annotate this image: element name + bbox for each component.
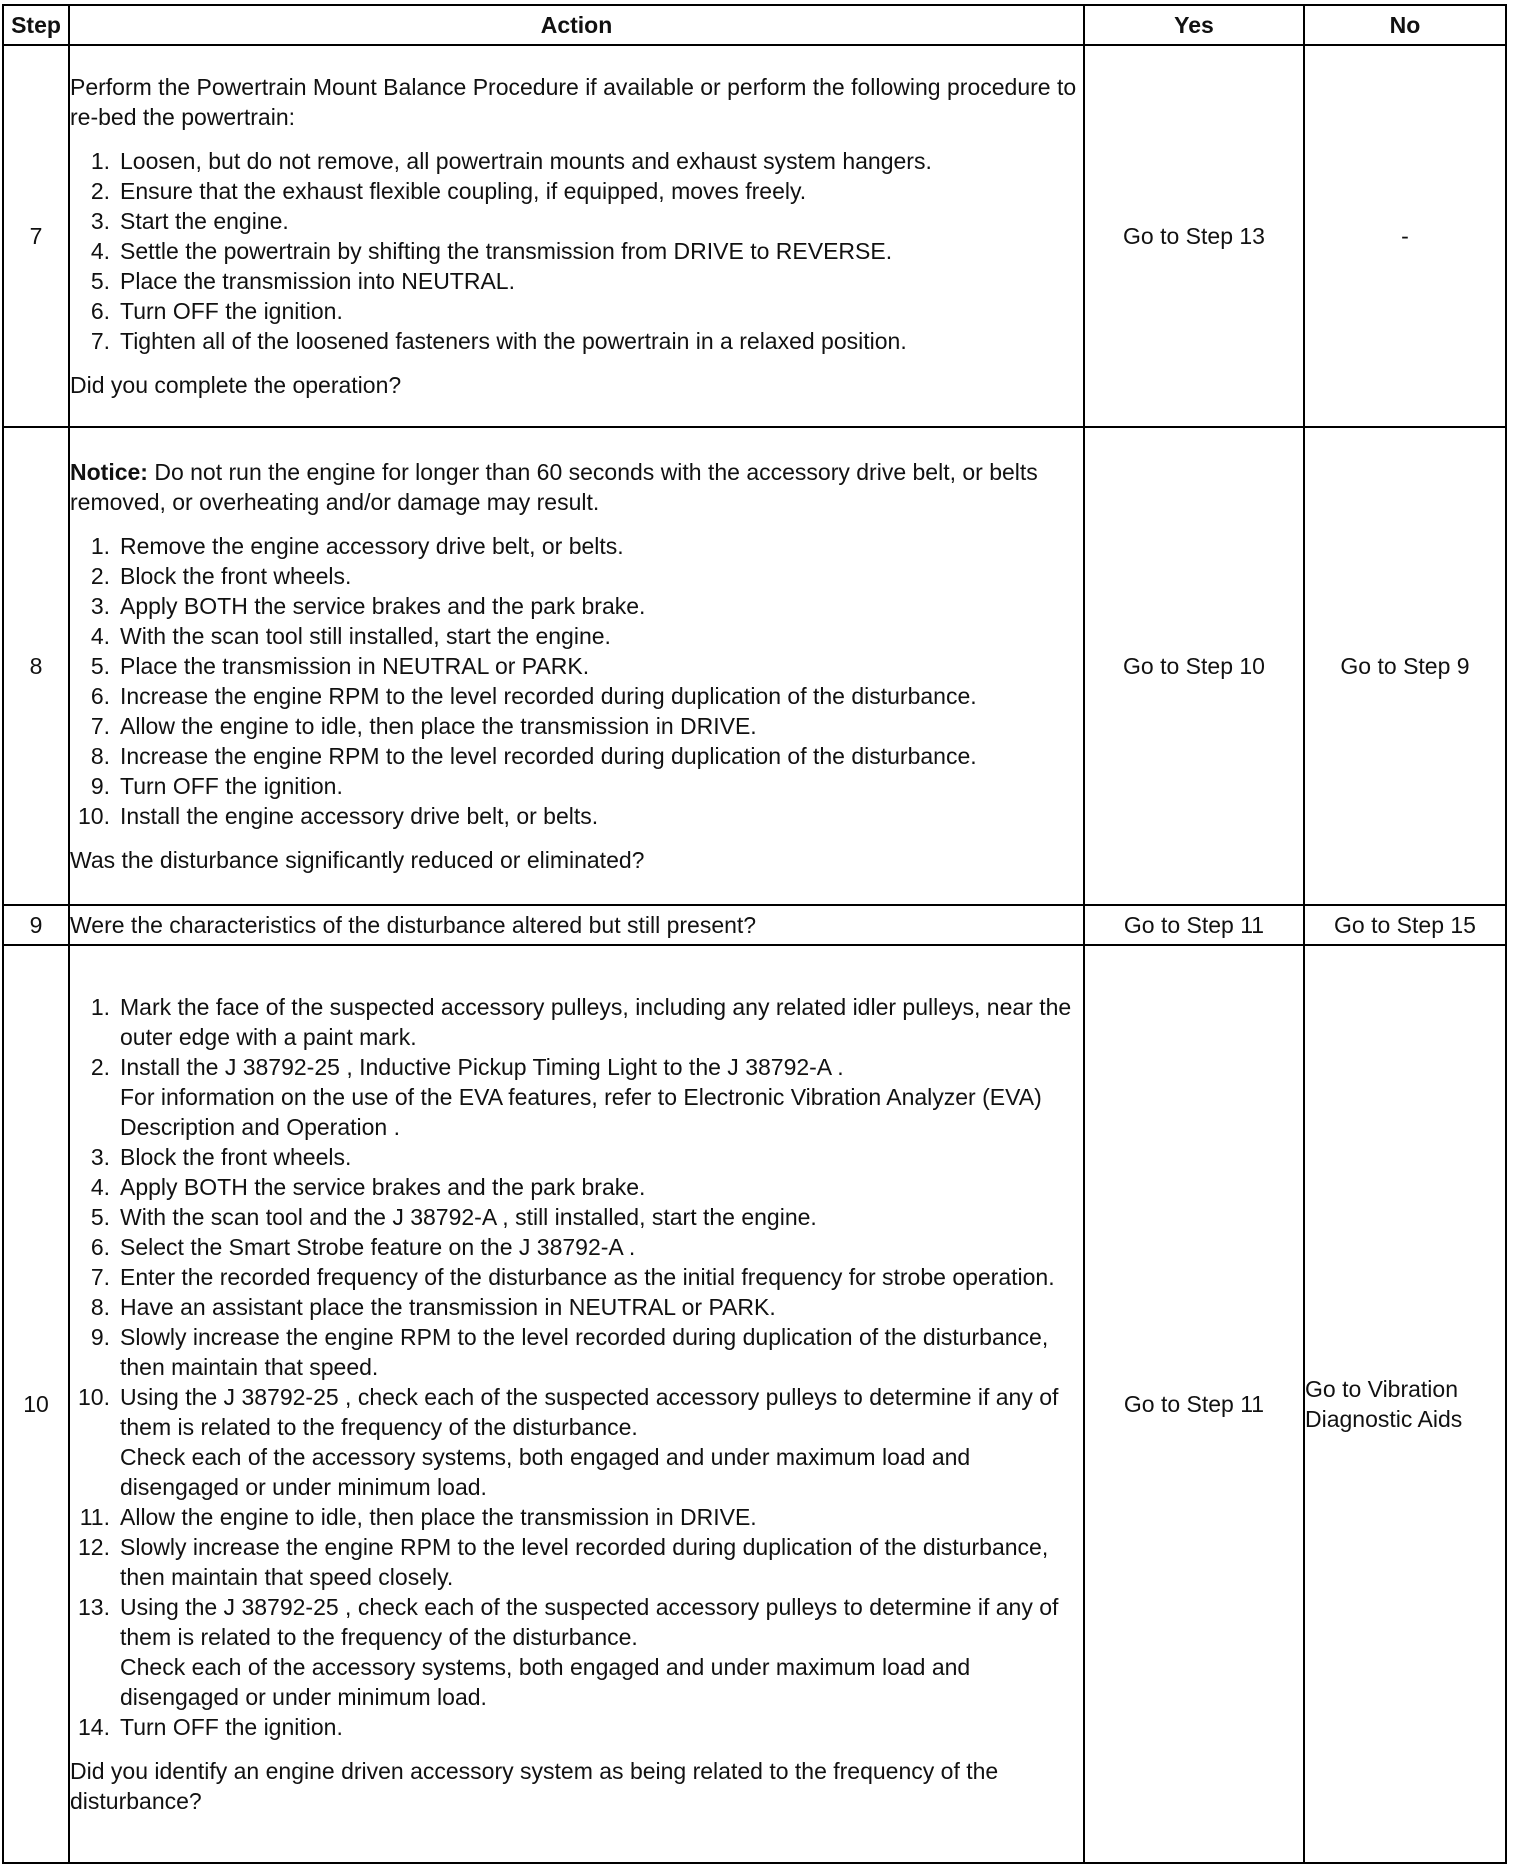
list-item-number: 7. [90, 713, 110, 739]
list-item [70, 1262, 1083, 1292]
header-no: No [1304, 5, 1506, 45]
list-item-text [120, 1172, 1083, 1202]
action-question: Did you identify an engine driven accessory system as being related to the frequency of the disturbance? [70, 1758, 999, 1814]
list-item-number: 4. [90, 1174, 110, 1200]
table-row-step-7 [3, 45, 1506, 427]
notice-text: Do not run the engine for longer than 60 seconds with the accessory drive belt, or belts removed, or overheating and/or damage may result. [70, 459, 1038, 515]
list-item [70, 531, 1083, 561]
list-item [70, 176, 1083, 206]
no-result: Go to Step 15 [1304, 905, 1506, 945]
list-item-text [120, 711, 1083, 741]
list-item-main-text: Apply BOTH the service brakes and the park brake. [120, 1174, 646, 1200]
list-item-text [120, 1262, 1083, 1292]
no-result: Go to Step 9 [1304, 427, 1506, 905]
list-item-main-text: Have an assistant place the transmission in NEUTRAL or PARK. [120, 1294, 776, 1320]
yes-result: Go to Step 13 [1084, 45, 1304, 427]
yes-result: Go to Step 11 [1084, 945, 1304, 1863]
list-item-number: 10. [78, 803, 110, 829]
list-item-main-text: Allow the engine to idle, then place the transmission in DRIVE. [120, 1504, 757, 1530]
list-item-text [120, 236, 1083, 266]
list-item-text [120, 176, 1083, 206]
list-item-main-text: Install the J 38792-25 , Inductive Pickup Timing Light to the J 38792-A . [120, 1054, 844, 1080]
no-result: Go to Vibration Diagnostic Aids [1304, 945, 1506, 1863]
list-item-number: 6. [90, 298, 110, 324]
action-cell [69, 905, 1084, 945]
step-number: 7 [3, 45, 69, 427]
list-item [70, 801, 1083, 831]
list-item [70, 591, 1083, 621]
table-row-step-9 [3, 905, 1506, 945]
list-item-text [120, 681, 1083, 711]
table-header-row [3, 5, 1506, 45]
list-item-main-text: Turn OFF the ignition. [120, 773, 343, 799]
list-item-main-text: Allow the engine to idle, then place the transmission in DRIVE. [120, 713, 757, 739]
list-item-subtext: For information on the use of the EVA features, refer to Electronic Vibration Analyzer (EVA) Description and Operation . [120, 1084, 1042, 1140]
list-item-number: 8. [90, 743, 110, 769]
list-item-text [120, 266, 1083, 296]
list-item [70, 621, 1083, 651]
header-action: Action [69, 5, 1084, 45]
list-item-number: 12. [78, 1534, 110, 1560]
list-item-main-text: Apply BOTH the service brakes and the park brake. [120, 593, 646, 619]
list-item-number: 8. [90, 1294, 110, 1320]
list-item [70, 1502, 1083, 1532]
list-item [70, 1172, 1083, 1202]
list-item-text [120, 326, 1083, 356]
list-item-number: 3. [90, 208, 110, 234]
list-item-main-text: With the scan tool and the J 38792-A , still installed, start the engine. [120, 1204, 817, 1230]
action-question: Did you complete the operation? [70, 372, 402, 398]
procedure-list [70, 992, 1083, 1742]
list-item-main-text: Increase the engine RPM to the level recorded during duplication of the disturbance. [120, 683, 977, 709]
yes-result: Go to Step 10 [1084, 427, 1304, 905]
action-question: Were the characteristics of the disturbance altered but still present? [70, 912, 757, 938]
list-item [70, 992, 1083, 1052]
list-item-text [120, 771, 1083, 801]
list-item [70, 711, 1083, 741]
list-item-number: 9. [90, 773, 110, 799]
action-question: Was the disturbance significantly reduced or eliminated? [70, 847, 645, 873]
list-item-text [120, 146, 1083, 176]
list-item-text [120, 1322, 1083, 1382]
list-item-text [120, 561, 1083, 591]
list-item-main-text: Ensure that the exhaust flexible coupling, if equipped, moves freely. [120, 178, 807, 204]
list-item-number: 4. [90, 623, 110, 649]
action-cell [69, 945, 1084, 1863]
list-item-text [120, 1292, 1083, 1322]
list-item [70, 1322, 1083, 1382]
list-item-number: 1. [90, 148, 110, 174]
list-item-main-text: Turn OFF the ignition. [120, 1714, 343, 1740]
list-item-main-text: Settle the powertrain by shifting the transmission from DRIVE to REVERSE. [120, 238, 893, 264]
notice [70, 457, 1083, 517]
list-item-number: 13. [78, 1594, 110, 1620]
list-item-number: 3. [90, 1144, 110, 1170]
list-item-text [120, 992, 1083, 1052]
list-item [70, 1532, 1083, 1592]
list-item-number: 7. [90, 328, 110, 354]
list-item-number: 6. [90, 683, 110, 709]
list-item [70, 1712, 1083, 1742]
list-item [70, 326, 1083, 356]
procedure-list [70, 146, 1083, 356]
list-item [70, 561, 1083, 591]
list-item-main-text: Remove the engine accessory drive belt, or belts. [120, 533, 624, 559]
list-item-text [120, 206, 1083, 236]
list-item-text [120, 531, 1083, 561]
list-item-main-text: Tighten all of the loosened fasteners with the powertrain in a relaxed position. [120, 328, 907, 354]
list-item-main-text: Mark the face of the suspected accessory pulleys, including any related idler pulleys, near the outer edge with a paint mark. [120, 994, 1072, 1050]
list-item-main-text: Start the engine. [120, 208, 289, 234]
table-row-step-10 [3, 945, 1506, 1863]
list-item-main-text: Increase the engine RPM to the level recorded during duplication of the disturbance. [120, 743, 977, 769]
list-item-text [120, 1712, 1083, 1742]
list-item-text [120, 651, 1083, 681]
list-item [70, 1142, 1083, 1172]
list-item-text [120, 1502, 1083, 1532]
list-item-main-text: Using the J 38792-25 , check each of the suspected accessory pulleys to determine if any of them is related to the frequency of the disturbance. [120, 1384, 1059, 1440]
list-item-number: 6. [90, 1234, 110, 1260]
list-item [70, 651, 1083, 681]
list-item-number: 5. [90, 653, 110, 679]
list-item-text [120, 1382, 1083, 1502]
yes-result: Go to Step 11 [1084, 905, 1304, 945]
list-item-number: 2. [90, 563, 110, 589]
list-item-number: 14. [78, 1714, 110, 1740]
list-item [70, 236, 1083, 266]
list-item-main-text: Slowly increase the engine RPM to the level recorded during duplication of the disturbance, then maintain that speed. [120, 1324, 1049, 1380]
list-item-text [120, 741, 1083, 771]
list-item [70, 1232, 1083, 1262]
list-item-text [120, 801, 1083, 831]
list-item-subtext: Check each of the accessory systems, both engaged and under maximum load and disengaged or under minimum load. [120, 1444, 971, 1500]
list-item-number: 10. [78, 1384, 110, 1410]
step-number: 9 [3, 905, 69, 945]
list-item [70, 771, 1083, 801]
list-item [70, 1202, 1083, 1232]
list-item-text [120, 1232, 1083, 1262]
list-item [70, 266, 1083, 296]
header-step: Step [3, 5, 69, 45]
list-item-main-text: Loosen, but do not remove, all powertrain mounts and exhaust system hangers. [120, 148, 932, 174]
list-item [70, 146, 1083, 176]
table-row-step-8 [3, 427, 1506, 905]
list-item-number: 4. [90, 238, 110, 264]
list-item-number: 2. [90, 1054, 110, 1080]
list-item [70, 1592, 1083, 1712]
notice-label: Notice: [70, 459, 148, 485]
list-item-main-text: Turn OFF the ignition. [120, 298, 343, 324]
list-item-text [120, 591, 1083, 621]
action-cell [69, 45, 1084, 427]
no-result: - [1304, 45, 1506, 427]
list-item-main-text: Enter the recorded frequency of the disturbance as the initial frequency for strobe operation. [120, 1264, 1055, 1290]
list-item-main-text: Select the Smart Strobe feature on the J 38792-A . [120, 1234, 636, 1260]
list-item-text [120, 1532, 1083, 1592]
list-item-number: 7. [90, 1264, 110, 1290]
list-item-subtext: Check each of the accessory systems, both engaged and under maximum load and disengaged or under minimum load. [120, 1654, 971, 1710]
header-yes: Yes [1084, 5, 1304, 45]
list-item-text [120, 296, 1083, 326]
list-item [70, 206, 1083, 236]
list-item [70, 1292, 1083, 1322]
list-item [70, 296, 1083, 326]
list-item-text [120, 621, 1083, 651]
list-item-main-text: Using the J 38792-25 , check each of the suspected accessory pulleys to determine if any of them is related to the frequency of the disturbance. [120, 1594, 1059, 1650]
list-item-main-text: Place the transmission in NEUTRAL or PARK. [120, 653, 590, 679]
list-item-number: 3. [90, 593, 110, 619]
procedure-list [70, 531, 1083, 831]
list-item-number: 1. [90, 994, 110, 1020]
list-item-number: 5. [90, 1204, 110, 1230]
list-item [70, 1052, 1083, 1142]
list-item [70, 1382, 1083, 1502]
action-intro: Perform the Powertrain Mount Balance Procedure if available or perform the following procedure to re-bed the powertrain: [70, 74, 1077, 130]
list-item-number: 2. [90, 178, 110, 204]
action-cell [69, 427, 1084, 905]
list-item [70, 741, 1083, 771]
list-item-text [120, 1592, 1083, 1712]
list-item-main-text: Slowly increase the engine RPM to the level recorded during duplication of the disturbance, then maintain that speed closely. [120, 1534, 1049, 1590]
list-item [70, 681, 1083, 711]
list-item-main-text: Place the transmission into NEUTRAL. [120, 268, 515, 294]
list-item-main-text: Block the front wheels. [120, 563, 352, 589]
step-number: 8 [3, 427, 69, 905]
list-item-main-text: Block the front wheels. [120, 1144, 352, 1170]
list-item-main-text: Install the engine accessory drive belt, or belts. [120, 803, 599, 829]
list-item-main-text: With the scan tool still installed, start the engine. [120, 623, 611, 649]
list-item-number: 11. [79, 1504, 110, 1530]
list-item-number: 1. [90, 533, 110, 559]
list-item-text [120, 1052, 1083, 1142]
list-item-number: 9. [90, 1324, 110, 1350]
list-item-number: 5. [90, 268, 110, 294]
list-item-text [120, 1202, 1083, 1232]
step-number: 10 [3, 945, 69, 1863]
diagnostic-table [2, 4, 1507, 1864]
diagnostic-table-sheet [2, 4, 1505, 1864]
list-item-text [120, 1142, 1083, 1172]
